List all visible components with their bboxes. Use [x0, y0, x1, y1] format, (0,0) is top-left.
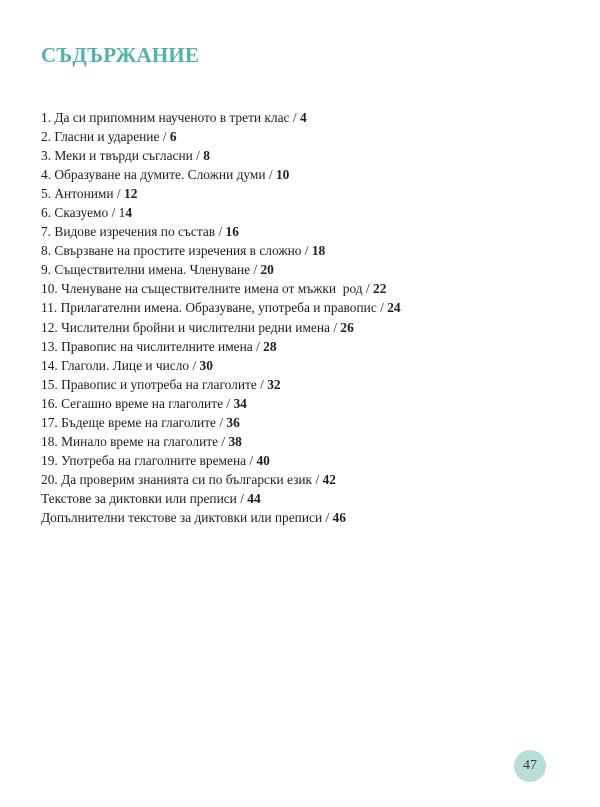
toc-page-number: 26 [340, 319, 354, 335]
toc-separator: / [322, 509, 333, 525]
toc-separator: / [223, 395, 234, 411]
toc-page-number: 4 [299, 110, 307, 125]
toc-page-number: 22 [373, 281, 387, 297]
toc-item-label: 6. Сказуемо [41, 205, 109, 221]
toc-separator: / [216, 414, 227, 430]
toc-item-label: 15. Правопис и употреба на глаголите [41, 376, 257, 392]
toc-separator: / [218, 433, 229, 449]
toc-item-label: 19. Употреба на глаголните времена [41, 452, 247, 468]
toc-item[interactable] [41, 318, 401, 337]
toc-page-number [119, 205, 132, 220]
toc-separator: / [265, 167, 276, 183]
toc-item[interactable] [41, 222, 401, 241]
toc-separator: / [246, 452, 257, 468]
toc-item-label: 12. Числителни бройни и числителни редни имена [41, 319, 330, 335]
toc-item[interactable] [41, 375, 401, 394]
toc-item-label: 18. Минало време на глаголите [41, 433, 219, 449]
toc-item-label: 20. Да проверим знанията си по български език [41, 471, 313, 487]
toc-item-label: 11. Прилагателни имена. Образуване, употреба и правопис [41, 300, 377, 316]
toc-page-number: 46 [332, 509, 346, 525]
toc-separator: / [289, 110, 300, 125]
toc-page-number: 40 [256, 452, 270, 468]
toc-page-number: 36 [226, 414, 240, 430]
toc-page-number: 12 [124, 186, 138, 202]
toc-separator: / [192, 148, 204, 164]
toc-item[interactable] [41, 127, 401, 146]
toc-item-label: 17. Бъдеще време на глаголите [41, 414, 216, 430]
toc-page-number-first-digit: 1 [118, 205, 126, 221]
toc-page-number: 18 [311, 243, 326, 259]
toc-separator: / [252, 338, 264, 354]
toc-separator: / [108, 205, 119, 221]
toc-page-number: 34 [233, 395, 247, 411]
toc-item-label: Допълнителни текстове за диктовки или преписи [41, 509, 323, 525]
toc-item[interactable] [41, 203, 401, 222]
toc-item[interactable] [41, 108, 401, 127]
toc-item[interactable] [41, 146, 401, 165]
toc-item[interactable] [41, 394, 401, 413]
toc-item[interactable] [41, 279, 401, 298]
table-of-contents [41, 108, 401, 527]
toc-page-number: 6 [169, 129, 177, 145]
toc-page-number: 30 [199, 357, 213, 373]
toc-item-label: 14. Глаголи. Лице и число [41, 357, 190, 373]
page-number-badge: 47 [514, 750, 546, 782]
toc-item[interactable] [41, 356, 401, 375]
toc-item[interactable] [41, 337, 401, 356]
toc-separator: / [159, 129, 170, 145]
toc-separator: / [215, 224, 226, 240]
toc-page-number-rest: 4 [125, 205, 133, 221]
toc-separator: / [189, 357, 200, 373]
toc-page-number: 10 [275, 167, 290, 183]
toc-item-label: 1. Да си припомним наученото в трети клас [41, 110, 290, 125]
toc-item[interactable] [41, 432, 401, 451]
toc-page-number: 44 [247, 490, 261, 506]
toc-item-label: 5. Антоними [41, 186, 114, 202]
toc-item-label: 10. Членуване на съществителните имена от мъжки род [41, 281, 363, 297]
toc-item-label: 13. Правопис на числителните имена [41, 338, 253, 354]
toc-item-label: 9. Съществителни имена. Членуване [41, 262, 251, 278]
toc-item-label: 16. Сегашно време на глаголите [41, 395, 224, 411]
toc-item[interactable] [41, 451, 401, 470]
page-title: СЪДЪРЖАНИЕ [41, 43, 200, 67]
toc-item[interactable] [41, 241, 401, 260]
toc-separator: / [113, 186, 124, 202]
toc-item[interactable] [41, 489, 401, 508]
toc-separator: / [301, 243, 312, 259]
toc-item-label: 3. Меки и твърди съгласни [41, 148, 193, 164]
toc-separator: / [362, 281, 373, 297]
toc-item-label: 2. Гласни и ударение [41, 129, 160, 145]
toc-page-number: 20 [260, 262, 274, 278]
toc-item[interactable] [41, 260, 401, 279]
toc-item[interactable] [41, 508, 401, 527]
toc-item[interactable] [41, 470, 401, 489]
toc-page-number: 32 [267, 376, 281, 392]
toc-page-number: 16 [225, 224, 239, 240]
toc-item-label: Текстове за диктовки или преписи [41, 490, 237, 506]
toc-item-label: 8. Свързване на простите изречения в сложно [41, 243, 302, 259]
toc-item-label: 7. Видове изречения по състав [41, 224, 216, 240]
toc-separator: / [256, 376, 268, 392]
toc-separator: / [250, 262, 261, 278]
toc-page-number: 8 [203, 148, 210, 164]
toc-separator: / [329, 319, 341, 335]
toc-item[interactable] [41, 413, 401, 432]
toc-separator: / [236, 490, 248, 506]
toc-item-label: 4. Образуване на думите. Сложни думи [41, 167, 266, 183]
toc-page-number: 28 [263, 338, 277, 354]
toc-separator: / [312, 471, 323, 487]
toc-page-number: 42 [322, 471, 336, 487]
toc-item[interactable] [41, 184, 401, 203]
toc-item[interactable] [41, 165, 401, 184]
toc-item[interactable] [41, 298, 401, 317]
toc-separator: / [376, 300, 388, 316]
toc-page-number: 38 [228, 433, 242, 449]
toc-page-number: 24 [387, 300, 401, 316]
